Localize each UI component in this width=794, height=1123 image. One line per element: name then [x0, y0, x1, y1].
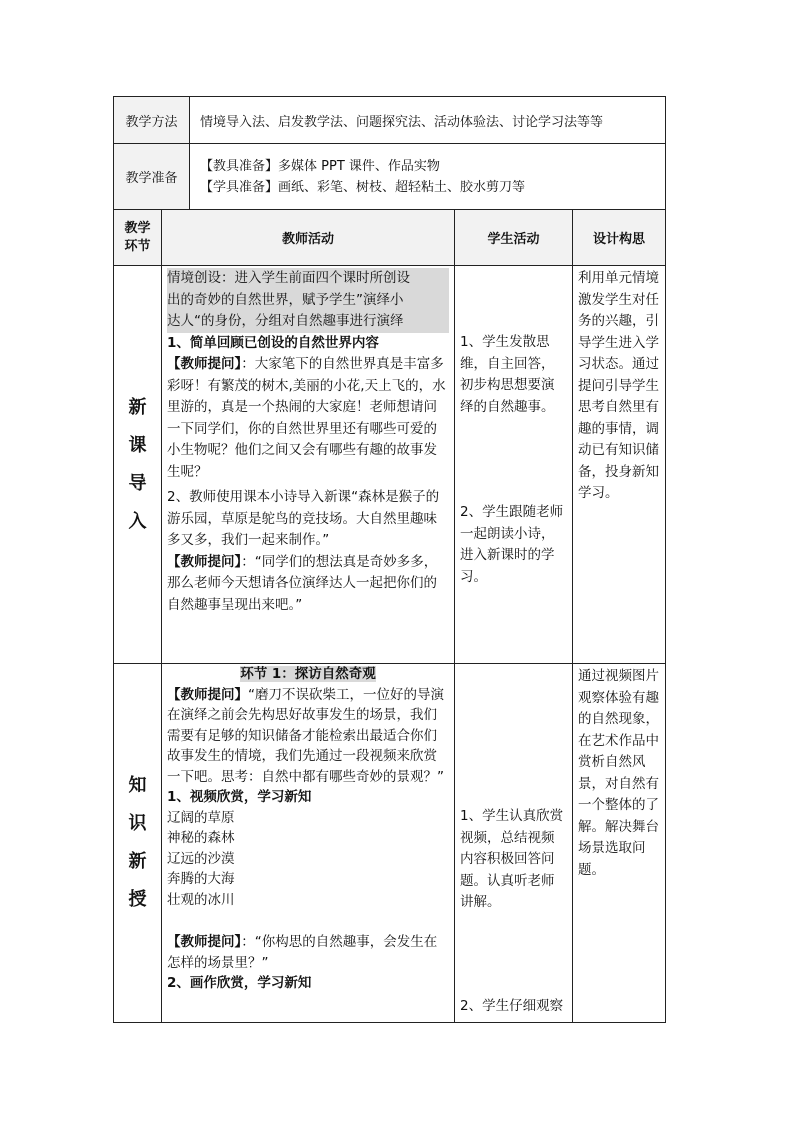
question-tag: 【教师提问】	[167, 356, 242, 372]
header-row	[114, 210, 666, 266]
lesson-plan-table	[113, 96, 666, 1023]
question-tag: 【教师提问】	[167, 686, 248, 703]
question-text: ：“同学们的想法真是奇妙多多，那么老师今天想请各位演绎达人一起把你们的自然趣事呈现出来吧。”	[167, 553, 438, 613]
stage-new-knowledge-char: 识	[128, 813, 147, 834]
new-question-1	[167, 685, 449, 788]
stage-new-knowledge-char: 授	[128, 889, 147, 910]
stage-intro-char: 课	[128, 434, 147, 456]
header-student: 学生活动	[455, 210, 573, 266]
new-item-2: 2、画作欣赏，学习新知	[167, 975, 312, 991]
intro-student-1: 1、学生发散思维，自主回答，初步构思想要演绎的自然趣事。	[460, 334, 555, 415]
new-student-1: 1、学生认真欣赏视频，总结视频内容积极回答问题。认真听老师讲解。	[460, 808, 564, 910]
new-question-2	[167, 932, 449, 973]
stage-new-knowledge-char: 知	[128, 775, 147, 796]
scene-list-item: 辽远的沙漠	[167, 850, 235, 867]
prep-line-2: 【学具准备】画纸、彩笔、树枝、超轻粘土、胶水剪刀等	[200, 179, 526, 195]
intro-student-activity	[455, 266, 573, 664]
intro-question-1	[167, 354, 449, 483]
method-content: 情境导入法、启发教学法、问题探究法、活动体验法、讨论学习法等等	[190, 97, 666, 144]
header-stage: 教学环节	[114, 210, 162, 266]
scene-list-item: 壮观的冰川	[167, 891, 235, 908]
header-design: 设计构思	[573, 210, 666, 266]
step-title-text: 环节 1：探访自然奇观	[240, 666, 376, 682]
section-new-knowledge-row	[114, 664, 666, 1023]
question-tag: 【教师提问】	[167, 934, 242, 950]
question-text: “磨刀不误砍柴工，一位好的导演在演绎之前会先构思好故事发生的场景，我们需要有足够的知识储备才能检索出最适合你们故事发生的情境，我们先通过一段视频来欣赏一下吧。思考：自然中都有哪些奇妙的景观？”	[167, 686, 444, 785]
prep-content	[190, 144, 666, 210]
new-knowledge-design: 通过视频图片观察体验有趣的自然现象，在艺术作品中赏析自然风景，对自然有一个整体的了解。解决舞台场景选取问题。	[573, 664, 666, 1023]
lesson-plan-page	[113, 96, 665, 1023]
scene-list-item: 奔腾的大海	[167, 871, 235, 887]
intro-situation-line-3: 达人“的身份，分组对自然趣事进行演绎	[167, 311, 449, 333]
stage-intro-char: 新	[128, 396, 147, 418]
stage-new-knowledge-char: 新	[128, 851, 147, 872]
stage-intro-char: 导	[128, 472, 147, 494]
stage-new-knowledge	[114, 664, 162, 1023]
new-item-1: 1、视频欣赏，学习新知	[167, 789, 312, 805]
step-title	[167, 664, 449, 685]
method-label: 教学方法	[114, 97, 190, 144]
prep-label: 教学准备	[114, 144, 190, 210]
intro-student-2: 2、学生跟随老师一起朗读小诗，进入新课时的学习。	[460, 504, 564, 585]
stage-intro	[114, 266, 162, 664]
section-intro-row	[114, 266, 666, 664]
new-knowledge-teacher-activity	[162, 664, 455, 1023]
scene-list-item: 神秘的森林	[167, 830, 235, 846]
prep-line-1: 【教具准备】多媒体 PPT 课件、作品实物	[200, 158, 440, 174]
intro-situation-line-2: 出的奇妙的自然世界，赋予学生”演绎小	[167, 290, 449, 312]
intro-teacher-activity	[162, 266, 455, 664]
new-knowledge-student-activity	[455, 664, 573, 1023]
intro-situation-line-1: 情境创设：进入学生前面四个课时所创设	[167, 268, 449, 290]
method-row	[114, 97, 666, 144]
new-student-2: 2、学生仔细观察	[460, 997, 564, 1014]
question-text: ：“你构思的自然趣事，会发生在怎样的场景里？”	[167, 934, 438, 971]
question-text: ：大家笔下的自然世界真是丰富多彩呀！有繁茂的树木,美丽的小花,天上飞的，水里游的，真是一个热闹的大家庭！老师想请问一下同学们，你的自然世界里还有哪些可爱的小生物呢？他们之间又会有哪些有趣的故事发生呢？	[167, 356, 446, 480]
intro-design: 利用单元情境激发学生对任务的兴趣，引导学生进入学习状态。通过提问引导学生思考自然里有趣的事情，调动已有知识储备，投身新知学习。	[573, 266, 666, 664]
header-teacher: 教师活动	[162, 210, 455, 266]
intro-item-1: 1、简单回顾已创设的自然世界内容	[167, 334, 379, 351]
intro-question-2	[167, 552, 449, 617]
scene-list-item: 辽阔的草原	[167, 809, 235, 826]
intro-item-2: 2、教师使用课本小诗导入新课“森林是猴子的游乐园，草原是鸵鸟的竞技场。大自然里趣味多又多，我们一起来制作。”	[167, 489, 440, 548]
question-tag: 【教师提问】	[167, 553, 242, 570]
prep-row	[114, 144, 666, 210]
stage-intro-char: 入	[128, 510, 147, 532]
